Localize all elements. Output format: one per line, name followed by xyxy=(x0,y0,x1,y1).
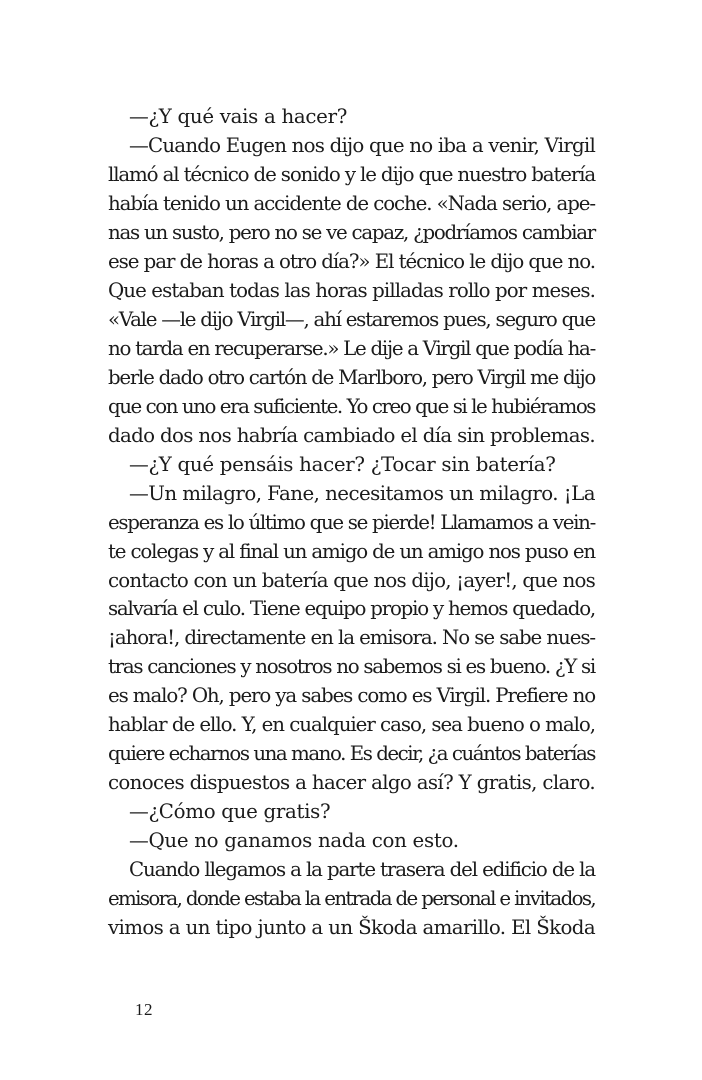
text-line: emisora, donde estaba la entrada de personal e invitados, xyxy=(108,887,595,911)
text-line: —Que no ganamos nada con esto. xyxy=(129,829,459,853)
text-line: dado dos nos habría cambiado el día sin problemas. xyxy=(108,423,595,447)
text-line: —¿Y qué pensáis hacer? ¿Tocar sin batería? xyxy=(129,452,556,476)
text-line: conoces dispuestos a hacer algo así? Y gratis, claro. xyxy=(108,771,595,795)
text-line: contacto con un batería que nos dijo, ¡ayer!, que nos xyxy=(108,568,595,592)
text-line: —Cuando Eugen nos dijo que no iba a venir, Virgil xyxy=(129,133,595,157)
text-line: Que estaban todas las horas pilladas rollo por meses. xyxy=(108,278,595,302)
text-line: nas un susto, pero no se ve capaz, ¿podríamos cambiar xyxy=(108,220,595,244)
text-line: —¿Cómo que gratis? xyxy=(129,800,331,824)
text-line: es malo? Oh, pero ya sabes como es Virgil. Prefiere no xyxy=(108,684,595,708)
text-line: no tarda en recuperarse.» Le dije a Virgil que podía ha- xyxy=(108,336,595,360)
text-line: Cuando llegamos a la parte trasera del edificio de la xyxy=(129,858,595,882)
body-text xyxy=(108,103,595,943)
text-line: que con uno era suficiente. Yo creo que si le hubiéramos xyxy=(108,394,595,418)
text-line: vimos a un tipo junto a un Škoda amarillo. El Škoda xyxy=(108,916,595,940)
text-line: salvaría el culo. Tiene equipo propio y hemos quedado, xyxy=(108,597,595,621)
text-line: esperanza es lo último que se pierde! Llamamos a vein- xyxy=(108,510,595,534)
text-line: hablar de ello. Y, en cualquier caso, sea bueno o malo, xyxy=(108,713,595,737)
text-line: —¿Y qué vais a hacer? xyxy=(129,105,348,128)
text-line: había tenido un accidente de coche. «Nada serio, ape- xyxy=(108,191,595,215)
text-line: ¡ahora!, directamente en la emisora. No se sabe nues- xyxy=(108,626,595,650)
text-line: quiere echarnos una mano. Es decir, ¿a cuántos baterías xyxy=(108,742,595,766)
page-number: 12 xyxy=(135,1000,153,1019)
text-line: berle dado otro cartón de Marlboro, pero Virgil me dijo xyxy=(108,365,595,389)
text-line: llamó al técnico de sonido y le dijo que nuestro batería xyxy=(108,162,595,186)
text-line: tras canciones y nosotros no sabemos si es bueno. ¿Y si xyxy=(108,655,595,679)
text-line: te colegas y al final un amigo de un amigo nos puso en xyxy=(108,539,595,563)
text-line: —Un milagro, Fane, necesitamos un milagro. ¡La xyxy=(129,481,595,505)
text-line: «Vale —le dijo Virgil—, ahí estaremos pues, seguro que xyxy=(108,307,595,331)
text-line: ese par de horas a otro día?» El técnico le dijo que no. xyxy=(108,249,595,273)
